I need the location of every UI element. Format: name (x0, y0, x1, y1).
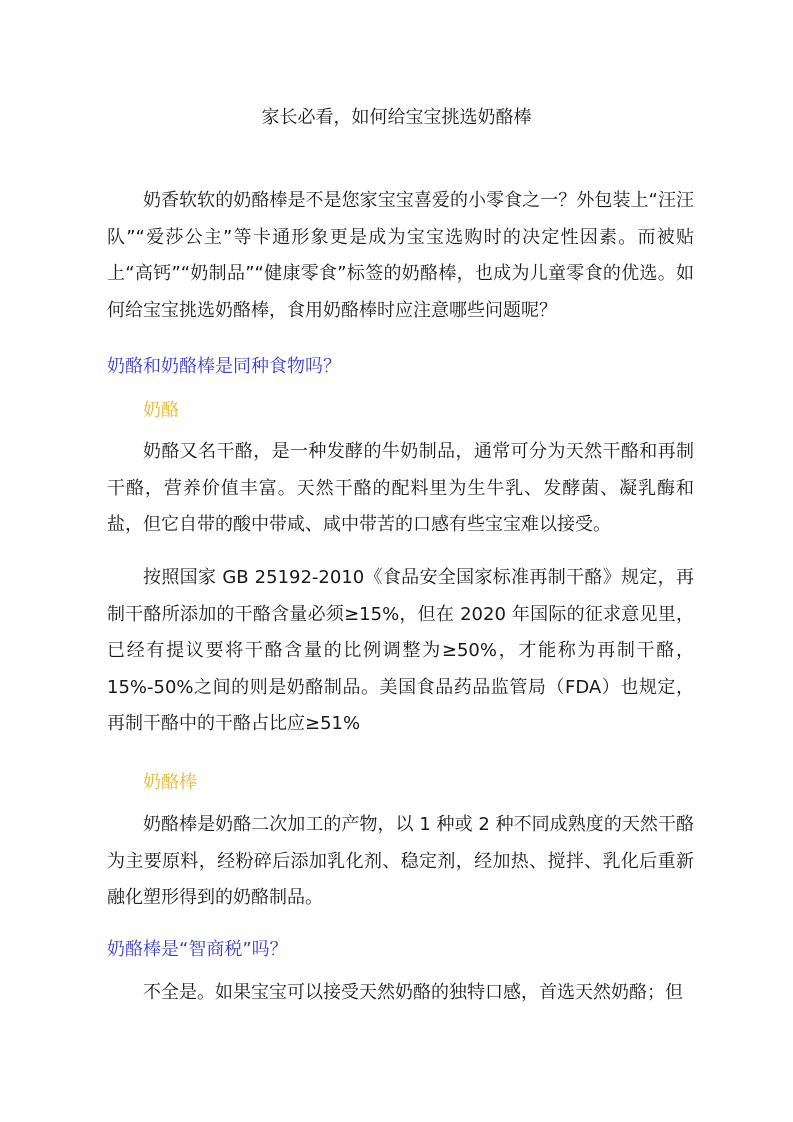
cheese-definition-paragraph: 奶酪又名干酪，是一种发酵的牛奶制品，通常可分为天然干酪和再制干酪，营养价值丰富。天然干酪的配料里为生牛乳、发酵菌、凝乳酶和盐，但它自带的酸中带咸、咸中带苦的口感有些宝宝难以接受。 (107, 441, 694, 535)
document-title: 家长必看，如何给宝宝挑选奶酪棒 (261, 107, 532, 128)
iq-tax-paragraph: 不全是。如果宝宝可以接受天然奶酪的独特口感，首选天然奶酪；但 (143, 982, 683, 1003)
cheese-stick-definition-paragraph: 奶酪棒是奶酪二次加工的产物，以 1 种或 2 种不同成熟度的天然干酪为主要原料，经粉碎后添加乳化剂、稳定剂，经加热、搅拌、乳化后重新融化塑形得到的奶酪制品。 (107, 814, 694, 908)
section-heading-iq-tax: 奶酪棒是“智商税”吗？ (107, 939, 288, 960)
intro-paragraph: 奶香软软的奶酪棒是不是您家宝宝喜爱的小零食之一？外包装上“汪汪队”“爱莎公主”等卡通形象更是成为宝宝选购时的决定性因素。而被贴上“高钙”“奶制品”“健康零食”标签的奶酪棒，也成为儿童零食的优选。如何给宝宝挑选奶酪棒，食用奶酪棒时应注意哪些问题呢？ (107, 190, 694, 321)
section-heading-cheese-vs-stick: 奶酪和奶酪棒是同种食物吗？ (107, 356, 341, 377)
cheese-standard-paragraph: 按照国家 GB 25192-2010《食品安全国家标准再制干酪》规定，再制干酪所添加的干酪含量必须≥15%，但在 2020 年国际的征求意见里，已经有提议要将干酪含量的比例调整为≥50%，才能称为再制干酪，15%-50%之间的则是奶酪制品。美国食品药品监管局（FDA）也规定，再制干酪中的干酪占比应≥51% (107, 567, 694, 734)
subheading-cheese: 奶酪 (143, 400, 179, 421)
subheading-cheese-stick: 奶酪棒 (143, 772, 197, 793)
